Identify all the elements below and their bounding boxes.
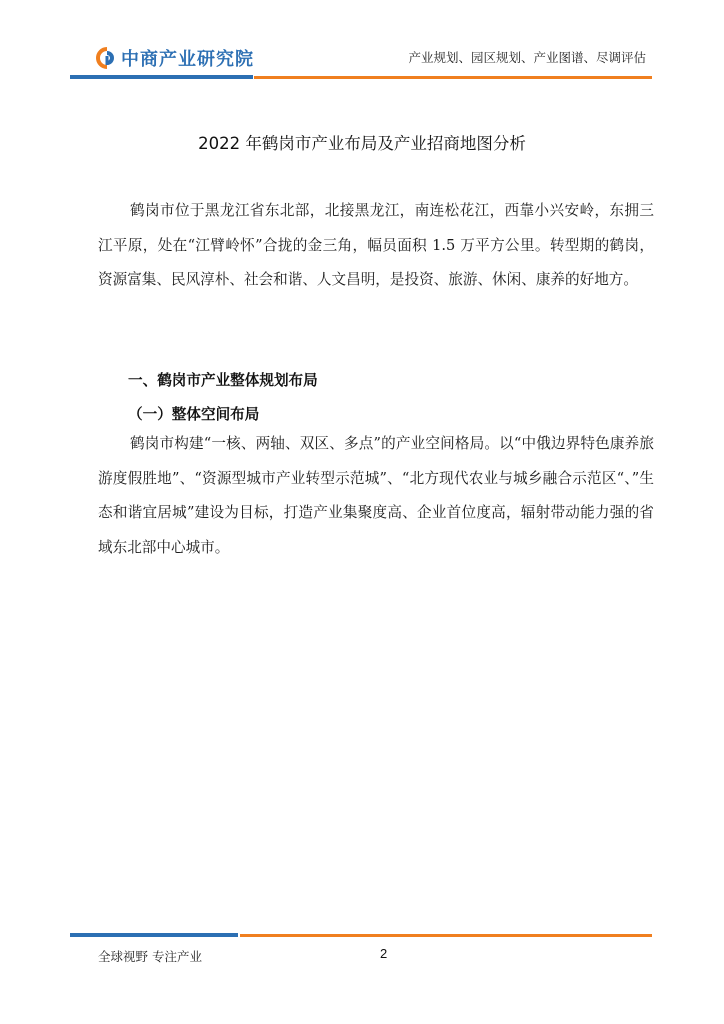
intro-paragraph: 鹤岗市位于黑龙江省东北部，北接黑龙江，南连松花江，西靠小兴安岭，东拥三江平原，处在“江臂岭怀”合拢的金三角，幅员面积 1.5 万平方公里。转型期的鹤岗，资源富集、民风淳朴、社会和谐、人文昌明，是投资、旅游、休闲、康养的好地方。 xyxy=(98,202,654,288)
header-rule-orange xyxy=(254,76,652,79)
header-tagline: 产业规划、园区规划、产业图谱、尽调评估 xyxy=(408,50,646,65)
logo-text: 中商产业研究院 xyxy=(121,49,254,70)
document-title: 2022 年鹤岗市产业布局及产业招商地图分析 xyxy=(198,134,526,153)
header-rule-blue xyxy=(70,75,253,79)
logo-mark-icon xyxy=(96,47,118,69)
footer-slogan: 全球视野 专注产业 xyxy=(98,949,202,964)
section-body-paragraph: 鹤岗市构建“一核、两轴、双区、多点”的产业空间格局。以“中俄边界特色康养旅游度假胜地”、“资源型城市产业转型示范城”、“北方现代农业与城乡融合示范区“、”生态和谐宜居城”建设为目标，打造产业集聚度高、企业首位度高，辐射带动能力强的省域东北部中心城市。 xyxy=(98,435,654,556)
company-logo xyxy=(96,45,254,71)
footer-rule-orange xyxy=(240,934,652,937)
footer-rule-blue xyxy=(70,933,238,937)
page-number: 2 xyxy=(380,946,388,961)
section-heading: 一、鹤岗市产业整体规划布局 xyxy=(128,372,318,389)
subsection-heading: （一）整体空间布局 xyxy=(128,406,260,423)
page-header xyxy=(0,0,724,90)
